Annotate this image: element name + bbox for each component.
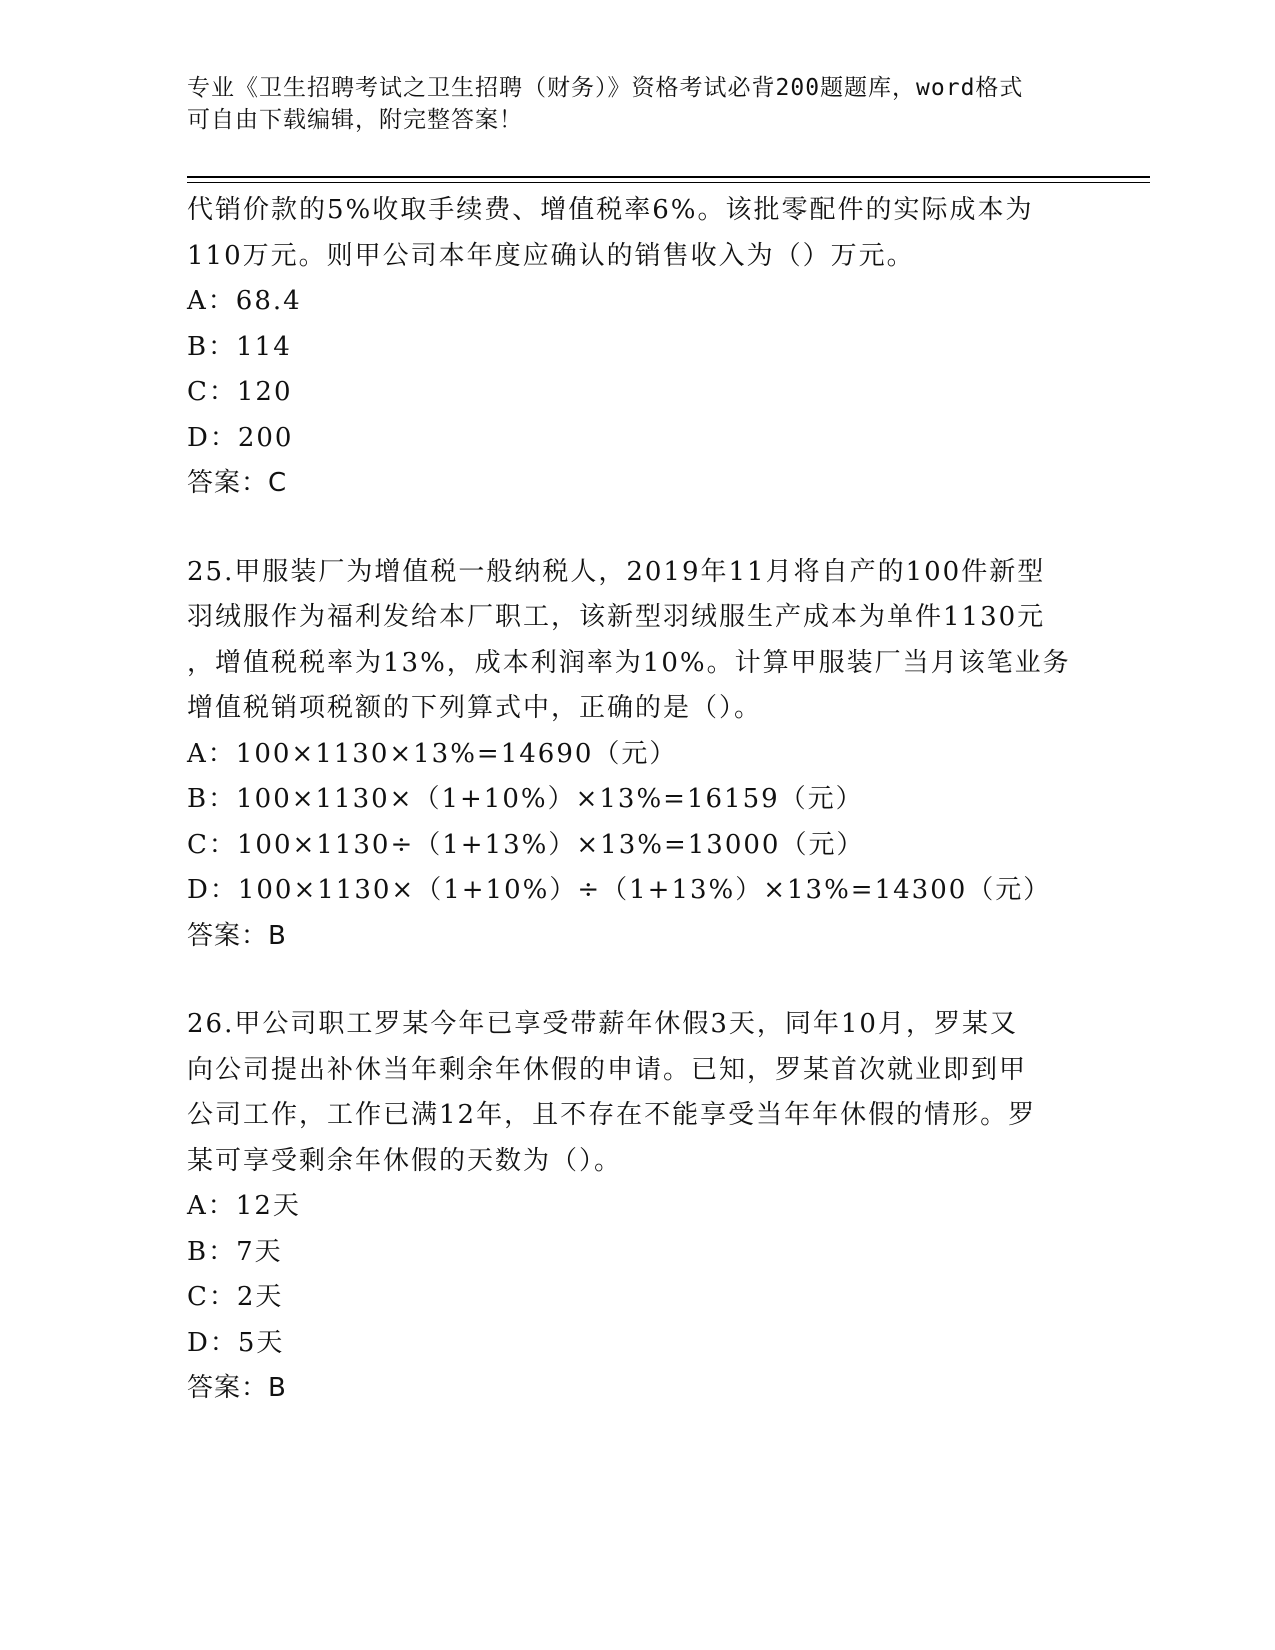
question-text-line: 羽绒服作为福利发给本厂职工，该新型羽绒服生产成本为单件1130元 xyxy=(187,602,1046,632)
question-24 xyxy=(187,188,1087,507)
option-a: A：68.4 xyxy=(187,286,302,316)
answer-line: 答案：B xyxy=(187,920,287,951)
question-text-line: 代销价款的5%收取手续费、增值税率6%。该批零配件的实际成本为 xyxy=(187,195,1034,225)
spacer xyxy=(187,959,1087,1002)
option-d: D：5天 xyxy=(187,1327,285,1358)
question-text-line: 某可享受剩余年休假的天数为（）。 xyxy=(187,1145,623,1176)
header-divider-thick xyxy=(187,176,1150,178)
header-title-line-2: 可自由下载编辑，附完整答案！ xyxy=(187,107,523,133)
answer-line: 答案：B xyxy=(187,1373,287,1403)
header-divider-thin xyxy=(187,182,1150,183)
question-text-line: 110万元。则甲公司本年度应确认的销售收入为（）万元。 xyxy=(187,240,915,271)
question-text-line: 25.甲服装厂为增值税一般纳税人，2019年11月将自产的100件新型 xyxy=(187,556,1046,587)
question-25 xyxy=(187,550,1087,960)
option-c: C：120 xyxy=(187,377,293,407)
option-b: B：100×1130×（1+10%）×13%=16159（元） xyxy=(187,784,864,814)
option-d: D：200 xyxy=(187,422,294,453)
question-text-line: 26.甲公司职工罗某今年已享受带薪年休假3天，同年10月，罗某又 xyxy=(187,1009,1018,1039)
spacer xyxy=(187,507,1087,550)
question-text-line: ，增值税税率为13%，成本利润率为10%。计算甲服装厂当月该笔业务 xyxy=(187,647,1071,678)
option-a: A：12天 xyxy=(187,1191,301,1221)
question-26 xyxy=(187,1002,1087,1412)
answer-line: 答案：C xyxy=(187,468,288,498)
question-text-line: 公司工作，工作已满12年，且不存在不能享受当年年休假的情形。罗 xyxy=(187,1100,1037,1130)
option-a: A：100×1130×13%=14690（元） xyxy=(187,738,678,769)
question-text-line: 向公司提出补休当年剩余年休假的申请。已知，罗某首次就业即到甲 xyxy=(187,1054,1028,1085)
question-text-line: 增值税销项税额的下列算式中，正确的是（）。 xyxy=(187,693,763,723)
option-b: B：7天 xyxy=(187,1236,283,1267)
option-c: C：2天 xyxy=(187,1282,284,1312)
option-b: B：114 xyxy=(187,331,292,362)
header-title-line-1: 专业《卫生招聘考试之卫生招聘（财务）》资格考试必背200题题库，word格式 xyxy=(187,75,1024,101)
question-list xyxy=(187,188,1087,1412)
document-header xyxy=(187,72,1067,136)
option-d: D：100×1130×（1+10%）÷（1+13%）×13%=14300（元） xyxy=(187,875,1052,905)
option-c: C：100×1130÷（1+13%）×13%=13000（元） xyxy=(187,829,865,860)
